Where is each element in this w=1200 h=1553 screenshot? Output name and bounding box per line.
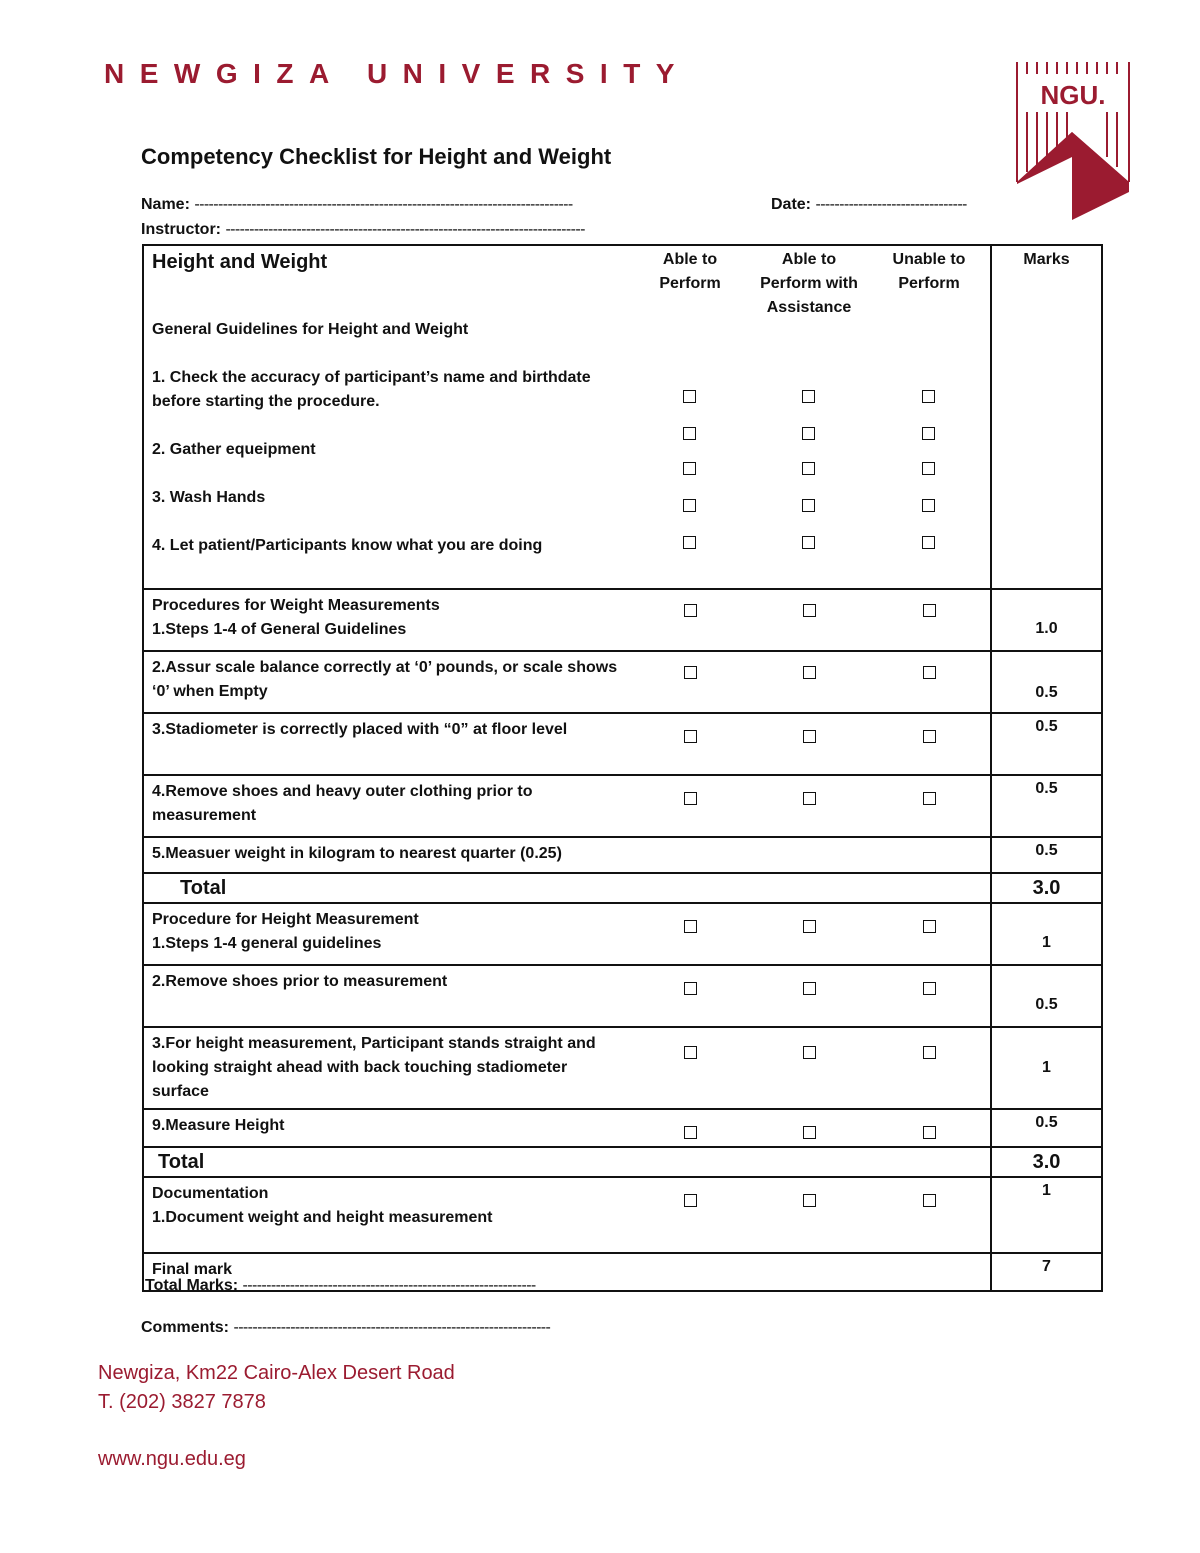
weight-row-2	[143, 651, 1102, 713]
checkbox-icon[interactable]	[683, 427, 696, 440]
cb-cell	[750, 651, 868, 713]
cb-cell	[630, 775, 750, 837]
general-heading: General Guidelines for Height and Weight	[152, 321, 469, 338]
height-row-2	[143, 965, 1102, 1027]
height-total-value: 3.0	[991, 1147, 1102, 1177]
name-field[interactable]	[141, 196, 573, 214]
checkbox-icon[interactable]	[684, 1126, 697, 1139]
cb-cell	[868, 1109, 991, 1147]
cb-cell	[750, 1177, 868, 1253]
checkbox-icon[interactable]	[923, 792, 936, 805]
checkbox-icon[interactable]	[802, 427, 815, 440]
checkbox-icon[interactable]	[684, 920, 697, 933]
col-unable-line1: Unable to	[892, 251, 966, 268]
col-assist-header	[750, 246, 868, 320]
checkbox-icon[interactable]	[803, 666, 816, 679]
documentation-cell	[143, 1177, 630, 1253]
col-marks	[991, 245, 1102, 589]
general-item-1-line2: before starting the procedure.	[152, 393, 380, 410]
col-unable-line2: Perform	[898, 275, 960, 292]
checkbox-icon[interactable]	[684, 604, 697, 617]
col-unable	[868, 245, 991, 589]
checkbox-icon[interactable]	[923, 666, 936, 679]
weight-step-1-cell	[143, 589, 630, 651]
documentation-row	[143, 1177, 1102, 1253]
checkbox-icon[interactable]	[922, 462, 935, 475]
weight-total-value: 3.0	[991, 873, 1102, 903]
height-row-3	[143, 1027, 1102, 1109]
col-able-header	[630, 246, 750, 296]
height-step-9: 9.Measure Height	[152, 1117, 285, 1134]
cb-cell	[868, 965, 991, 1027]
general-section	[143, 245, 1102, 589]
height-mark-1: 1	[991, 903, 1102, 965]
height-row-1	[143, 903, 1102, 965]
checkbox-icon[interactable]	[802, 390, 815, 403]
checkbox-icon[interactable]	[922, 499, 935, 512]
weight-mark-4: 0.5	[991, 775, 1102, 837]
weight-row-5	[143, 837, 1102, 873]
general-item-3: 3. Wash Hands	[152, 489, 266, 506]
checklist-table	[142, 244, 1103, 1292]
checkbox-icon[interactable]	[684, 666, 697, 679]
final-label: Final mark	[143, 1253, 991, 1291]
date-field[interactable]	[771, 196, 967, 214]
comments-label: Comments:	[141, 1319, 230, 1336]
height-step-3-cell	[143, 1027, 630, 1109]
documentation-step-1: 1.Document weight and height measurement	[152, 1209, 493, 1226]
checkbox-icon[interactable]	[803, 604, 816, 617]
checkbox-icon[interactable]	[923, 982, 936, 995]
comments-line: -------------------------------------------------------------------	[233, 1319, 551, 1336]
col-marks-header: Marks	[1023, 251, 1070, 268]
logo-text: NGU.	[1040, 80, 1106, 110]
cb-cell	[750, 1109, 868, 1147]
height-step-1: 1.Steps 1-4 general guidelines	[152, 935, 382, 952]
weight-step-2-line2: ‘0’ when Empty	[152, 683, 268, 700]
table-header-title: Height and Weight	[152, 251, 328, 273]
checkbox-icon[interactable]	[802, 462, 815, 475]
page-title: Competency Checklist for Height and Weight	[141, 144, 612, 169]
weight-step-4-cell	[143, 775, 630, 837]
checkbox-icon[interactable]	[803, 792, 816, 805]
documentation-mark-1: 1	[991, 1177, 1102, 1253]
checkbox-icon[interactable]	[803, 730, 816, 743]
height-step-2-cell	[143, 965, 630, 1027]
cb-cell	[868, 651, 991, 713]
weight-row-3	[143, 713, 1102, 775]
height-total-row	[143, 1147, 1102, 1177]
checkbox-icon[interactable]	[803, 1046, 816, 1059]
instructor-line: ----------------------------------------------------------------------------	[225, 221, 585, 238]
university-name: NEWGIZA UNIVERSITY	[104, 58, 690, 89]
cb-cell	[868, 903, 991, 965]
checkbox-icon[interactable]	[922, 536, 935, 549]
footer-phone: T. (202) 3827 7878	[98, 1391, 266, 1413]
cb-cell	[750, 775, 868, 837]
height-mark-3: 1	[991, 1027, 1102, 1109]
checkbox-icon[interactable]	[923, 920, 936, 933]
col-able-line2: Perform	[659, 275, 721, 292]
final-value: 7	[991, 1253, 1102, 1291]
weight-step-2-cell	[143, 651, 630, 713]
cb-cell	[868, 589, 991, 651]
height-step-1-cell	[143, 903, 630, 965]
cb-cell	[868, 713, 991, 775]
cb-cell	[630, 651, 750, 713]
ngu-logo-icon	[1012, 62, 1134, 220]
cb-cell	[750, 589, 868, 651]
instructor-field[interactable]	[141, 221, 585, 239]
name-label: Name:	[141, 196, 190, 213]
height-mark-2: 0.5	[991, 965, 1102, 1027]
cb-cell	[868, 775, 991, 837]
checkbox-icon[interactable]	[684, 1194, 697, 1207]
weight-step-3-cell	[143, 713, 630, 775]
checkbox-icon[interactable]	[802, 499, 815, 512]
total-marks-line: --------------------------------------------------------------	[242, 1277, 536, 1294]
weight-step-1: 1.Steps 1-4 of General Guidelines	[152, 621, 407, 638]
checkbox-icon[interactable]	[683, 536, 696, 549]
col-able	[630, 245, 750, 589]
cb-cell	[630, 589, 750, 651]
checkbox-icon[interactable]	[683, 462, 696, 475]
height-mark-9: 0.5	[991, 1109, 1102, 1147]
checkbox-icon[interactable]	[923, 1126, 936, 1139]
checkbox-icon[interactable]	[684, 792, 697, 805]
col-unable-header	[868, 246, 990, 296]
weight-total-label: Total	[143, 873, 991, 903]
checkbox-icon[interactable]	[803, 982, 816, 995]
comments-field[interactable]	[141, 1319, 550, 1337]
checkbox-icon[interactable]	[803, 920, 816, 933]
cb-cell	[630, 965, 750, 1027]
height-step-2: 2.Remove shoes prior to measurement	[152, 973, 448, 990]
weight-heading: Procedures for Weight Measurements	[152, 597, 440, 614]
weight-step-2-line1: 2.Assur scale balance correctly at ‘0’ pounds, or scale shows	[152, 659, 618, 676]
height-heading: Procedure for Height Measurement	[152, 911, 419, 928]
total-marks-field[interactable]	[145, 1277, 536, 1295]
checkbox-icon[interactable]	[684, 982, 697, 995]
checkbox-icon[interactable]	[684, 1046, 697, 1059]
footer-website[interactable]: www.ngu.edu.eg	[98, 1448, 246, 1470]
cb-cell	[868, 1027, 991, 1109]
height-row-9	[143, 1109, 1102, 1147]
documentation-heading: Documentation	[152, 1185, 269, 1202]
weight-mark-1: 1.0	[991, 589, 1102, 651]
weight-mark-5: 0.5	[991, 837, 1102, 873]
total-marks-label: Total Marks:	[145, 1277, 239, 1294]
height-step-3-line2: looking straight ahead with back touching stadiometer	[152, 1059, 568, 1076]
instructor-label: Instructor:	[141, 221, 221, 238]
weight-row-4	[143, 775, 1102, 837]
checkbox-icon[interactable]	[922, 390, 935, 403]
cb-cell	[630, 713, 750, 775]
checkbox-icon[interactable]	[802, 536, 815, 549]
checkbox-icon[interactable]	[923, 1194, 936, 1207]
weight-total-row	[143, 873, 1102, 903]
cb-cell	[750, 903, 868, 965]
checkbox-icon[interactable]	[683, 499, 696, 512]
cb-cell	[630, 903, 750, 965]
col-assist-line3: Assistance	[766, 299, 852, 316]
checkbox-icon[interactable]	[923, 730, 936, 743]
cb-cell	[750, 713, 868, 775]
weight-row-1	[143, 589, 1102, 651]
checkbox-icon[interactable]	[684, 730, 697, 743]
cb-cell	[630, 1109, 750, 1147]
date-label: Date:	[771, 196, 812, 213]
weight-step-4-line2: measurement	[152, 807, 257, 824]
height-step-9-cell	[143, 1109, 630, 1147]
checkbox-icon[interactable]	[923, 604, 936, 617]
col-able-line1: Able to	[662, 251, 718, 268]
general-item-2: 2. Gather equeipment	[152, 441, 316, 458]
weight-mark-2: 0.5	[991, 651, 1102, 713]
general-desc-cell	[143, 245, 630, 589]
height-total-label: Total	[143, 1147, 991, 1177]
weight-step-3: 3.Stadiometer is correctly placed with “0” at floor level	[152, 721, 568, 738]
cb-cell	[750, 965, 868, 1027]
checkbox-icon[interactable]	[922, 427, 935, 440]
cb-cell	[750, 1027, 868, 1109]
height-step-3-line3: surface	[152, 1083, 209, 1100]
col-assist-line2: Perform with	[760, 275, 858, 292]
col-assist-line1: Able to	[781, 251, 837, 268]
cb-cell	[630, 1027, 750, 1109]
footer-address: Newgiza, Km22 Cairo-Alex Desert Road	[98, 1362, 455, 1384]
cb-cell	[868, 1177, 991, 1253]
checkbox-icon[interactable]	[923, 1046, 936, 1059]
weight-step-5: 5.Measuer weight in kilogram to nearest quarter (0.25)	[143, 837, 991, 873]
cb-cell	[630, 1177, 750, 1253]
weight-mark-3: 0.5	[991, 713, 1102, 775]
checkbox-icon[interactable]	[803, 1126, 816, 1139]
col-assist	[750, 245, 868, 589]
date-line: --------------------------------	[815, 196, 967, 213]
name-line: --------------------------------------------------------------------------------	[194, 196, 573, 213]
checkbox-icon[interactable]	[803, 1194, 816, 1207]
height-step-3-line1: 3.For height measurement, Participant stands straight and	[152, 1035, 596, 1052]
general-item-4: 4. Let patient/Participants know what you are doing	[152, 537, 543, 554]
general-item-1-line1: 1. Check the accuracy of participant’s name and birthdate	[152, 369, 591, 386]
checkbox-icon[interactable]	[683, 390, 696, 403]
weight-step-4-line1: 4.Remove shoes and heavy outer clothing prior to	[152, 783, 533, 800]
